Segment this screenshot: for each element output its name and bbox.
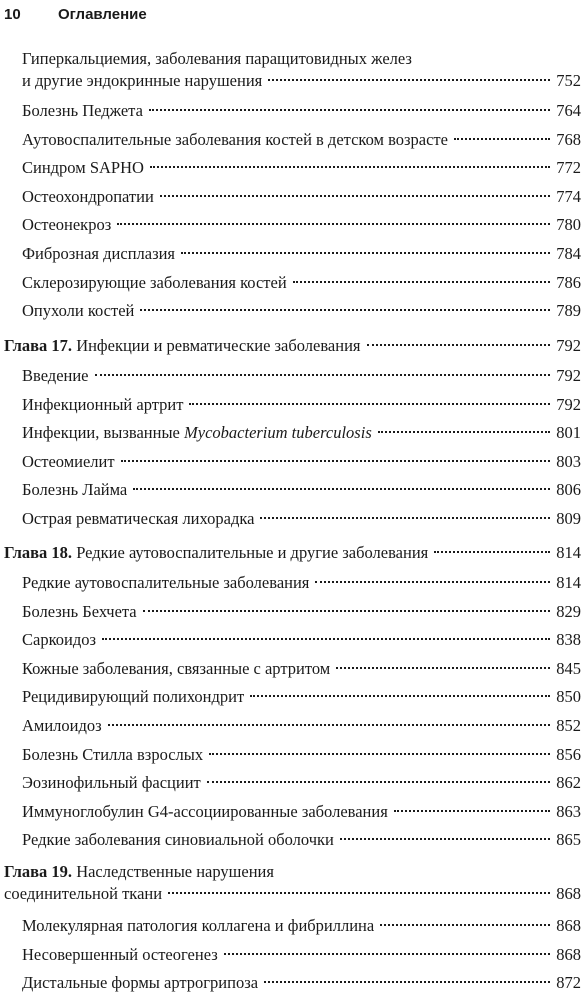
toc-entry-title: Эозинофильный фасциит bbox=[22, 773, 201, 792]
dot-leader bbox=[181, 252, 550, 254]
toc-page-number: 774 bbox=[556, 187, 581, 206]
dot-leader bbox=[140, 309, 550, 311]
chapter-label: Глава 17. bbox=[4, 336, 73, 355]
toc-entry bbox=[22, 157, 581, 179]
toc-entry bbox=[22, 300, 581, 322]
toc-page-number: 786 bbox=[556, 273, 581, 292]
toc-entry bbox=[22, 715, 581, 737]
toc-page-number: 838 bbox=[556, 630, 581, 649]
toc-entry bbox=[22, 572, 581, 594]
toc-entry-title: Иммуноглобулин G4-ассоциированные заболевания bbox=[22, 802, 388, 821]
toc-entry-title: и другие эндокринные нарушения bbox=[22, 71, 263, 90]
toc-entry bbox=[22, 829, 581, 851]
toc-page-number: 852 bbox=[556, 716, 581, 735]
toc-entry-title: Дистальные формы артрогрипоза bbox=[22, 973, 259, 992]
toc-page-number: 792 bbox=[556, 366, 581, 385]
dot-leader bbox=[378, 431, 551, 433]
toc-entry-title: Кожные заболевания, связанные с артритом bbox=[22, 659, 331, 678]
dot-leader bbox=[336, 667, 550, 669]
toc-entry-title: Введение bbox=[22, 366, 89, 385]
toc-page-number: 868 bbox=[556, 916, 581, 935]
toc-page-number: 850 bbox=[556, 687, 581, 706]
toc-entry bbox=[22, 629, 581, 651]
toc-page-number: 814 bbox=[556, 543, 581, 562]
dot-leader bbox=[149, 109, 550, 111]
dot-leader bbox=[209, 753, 550, 755]
dot-leader bbox=[380, 924, 550, 926]
toc-entry-title: Редкие аутовоспалительные заболевания bbox=[22, 573, 310, 592]
dot-leader bbox=[143, 610, 551, 612]
toc-page-number: 806 bbox=[556, 480, 581, 499]
dot-leader bbox=[133, 488, 550, 490]
toc-entry-title: Болезнь Бехчета bbox=[22, 602, 137, 621]
dot-leader bbox=[264, 981, 550, 983]
toc-entry bbox=[22, 272, 581, 294]
toc-entry bbox=[22, 479, 581, 501]
toc-entry bbox=[22, 186, 581, 208]
dot-leader bbox=[367, 344, 551, 346]
toc-entry-title: Синдром SAPHO bbox=[22, 158, 144, 177]
toc-entry bbox=[22, 915, 581, 937]
toc-entry-title: Амилоидоз bbox=[22, 716, 102, 735]
dot-leader bbox=[454, 138, 550, 140]
toc-entry bbox=[22, 422, 581, 444]
toc-entry bbox=[22, 365, 581, 387]
toc-entry bbox=[22, 394, 581, 416]
toc-entry-title: Остеонекроз bbox=[22, 215, 112, 234]
table-of-contents bbox=[0, 30, 586, 994]
toc-entry-title: Опухоли костей bbox=[22, 301, 135, 320]
dot-leader bbox=[224, 953, 551, 955]
toc-entry-title: Инфекции и ревматические заболевания bbox=[76, 336, 361, 355]
toc-entry-title: Несовершенный остеогенез bbox=[22, 945, 218, 964]
toc-entry-title: Инфекционный артрит bbox=[22, 395, 184, 414]
toc-entry bbox=[22, 658, 581, 680]
toc-entry-title: Остеомиелит bbox=[22, 452, 115, 471]
dot-leader bbox=[434, 551, 550, 553]
toc-entry-title: Болезнь Стилла взрослых bbox=[22, 745, 204, 764]
dot-leader bbox=[102, 638, 550, 640]
dot-leader bbox=[394, 810, 550, 812]
toc-page-number: 768 bbox=[556, 130, 581, 149]
dot-leader bbox=[168, 892, 550, 894]
toc-entry-title: Остеохондропатии bbox=[22, 187, 154, 206]
chapter-label: Глава 19. bbox=[4, 862, 73, 881]
toc-page-number: 780 bbox=[556, 215, 581, 234]
dot-leader bbox=[268, 79, 550, 81]
dot-leader bbox=[315, 581, 550, 583]
toc-entry bbox=[22, 801, 581, 823]
toc-entry bbox=[22, 972, 581, 994]
toc-chapter-entry bbox=[4, 335, 581, 357]
toc-page-number: 803 bbox=[556, 452, 581, 471]
dot-leader bbox=[260, 517, 550, 519]
toc-entry-title: Редкие заболевания синовиальной оболочки bbox=[22, 830, 334, 849]
dot-leader bbox=[250, 695, 550, 697]
toc-page-number: 856 bbox=[556, 745, 581, 764]
toc-page-number: 862 bbox=[556, 773, 581, 792]
toc-page-number: 792 bbox=[556, 336, 581, 355]
chapter-label: Глава 18. bbox=[4, 543, 73, 562]
toc-entry bbox=[22, 601, 581, 623]
toc-entry bbox=[22, 686, 581, 708]
toc-entry-title: Молекулярная патология коллагена и фибриллина bbox=[22, 916, 375, 935]
dot-leader bbox=[189, 403, 550, 405]
toc-entry-title: Острая ревматическая лихорадка bbox=[22, 509, 255, 528]
toc-entry bbox=[22, 48, 581, 92]
toc-entry-title: Аутовоспалительные заболевания костей в детском возрасте bbox=[22, 130, 448, 149]
toc-chapter-entry bbox=[4, 542, 581, 564]
toc-entry-title: Болезнь Педжета bbox=[22, 101, 143, 120]
toc-entry-title: Болезнь Лайма bbox=[22, 480, 128, 499]
toc-entry bbox=[22, 744, 581, 766]
toc-page-number: 784 bbox=[556, 244, 581, 263]
toc-entry bbox=[22, 508, 581, 530]
dot-leader bbox=[117, 223, 550, 225]
toc-page-number: 772 bbox=[556, 158, 581, 177]
toc-page-number: 845 bbox=[556, 659, 581, 678]
toc-page-number: 814 bbox=[556, 573, 581, 592]
toc-page-number: 863 bbox=[556, 802, 581, 821]
dot-leader bbox=[160, 195, 550, 197]
toc-page-number: 764 bbox=[556, 101, 581, 120]
toc-page-number: 868 bbox=[556, 884, 581, 903]
toc-page-number: 792 bbox=[556, 395, 581, 414]
dot-leader bbox=[207, 781, 550, 783]
dot-leader bbox=[150, 166, 550, 168]
toc-entry-title-line1: Гиперкальциемия, заболевания паращитовидных желез bbox=[22, 49, 412, 68]
toc-entry-title: Саркоидоз bbox=[22, 630, 97, 649]
toc-page-number: 865 bbox=[556, 830, 581, 849]
running-title: Оглавление bbox=[58, 6, 147, 23]
toc-entry-title-line1: Наследственные нарушения bbox=[76, 862, 274, 881]
toc-entry-title: Инфекции, вызванные bbox=[22, 423, 185, 442]
toc-entry-title: Склерозирующие заболевания костей bbox=[22, 273, 287, 292]
toc-entry bbox=[22, 451, 581, 473]
toc-entry bbox=[22, 214, 581, 236]
toc-page-number: 872 bbox=[556, 973, 581, 992]
toc-entry bbox=[22, 243, 581, 265]
toc-page-number: 829 bbox=[556, 602, 581, 621]
toc-page-number: 868 bbox=[556, 945, 581, 964]
toc-entry bbox=[22, 772, 581, 794]
toc-page-number: 789 bbox=[556, 301, 581, 320]
toc-entry bbox=[22, 100, 581, 122]
toc-entry-title: Редкие аутовоспалительные и другие заболевания bbox=[76, 543, 429, 562]
toc-entry-title: Рецидивирующий полихондрит bbox=[22, 687, 245, 706]
dot-leader bbox=[340, 838, 550, 840]
toc-chapter-entry bbox=[4, 861, 581, 905]
dot-leader bbox=[293, 281, 551, 283]
toc-entry-title: Фиброзная дисплазия bbox=[22, 244, 176, 263]
page-number: 10 bbox=[4, 6, 21, 23]
dot-leader bbox=[95, 374, 551, 376]
toc-page-number: 809 bbox=[556, 509, 581, 528]
toc-entry bbox=[22, 129, 581, 151]
toc-entry bbox=[22, 944, 581, 966]
toc-page-number: 752 bbox=[556, 71, 581, 90]
running-head bbox=[0, 0, 586, 30]
toc-entry-title-italic: Mycobacterium tuberculosis bbox=[184, 423, 372, 442]
toc-page-number: 801 bbox=[556, 423, 581, 442]
dot-leader bbox=[108, 724, 551, 726]
dot-leader bbox=[121, 460, 551, 462]
toc-entry-title: соединительной ткани bbox=[4, 884, 163, 903]
